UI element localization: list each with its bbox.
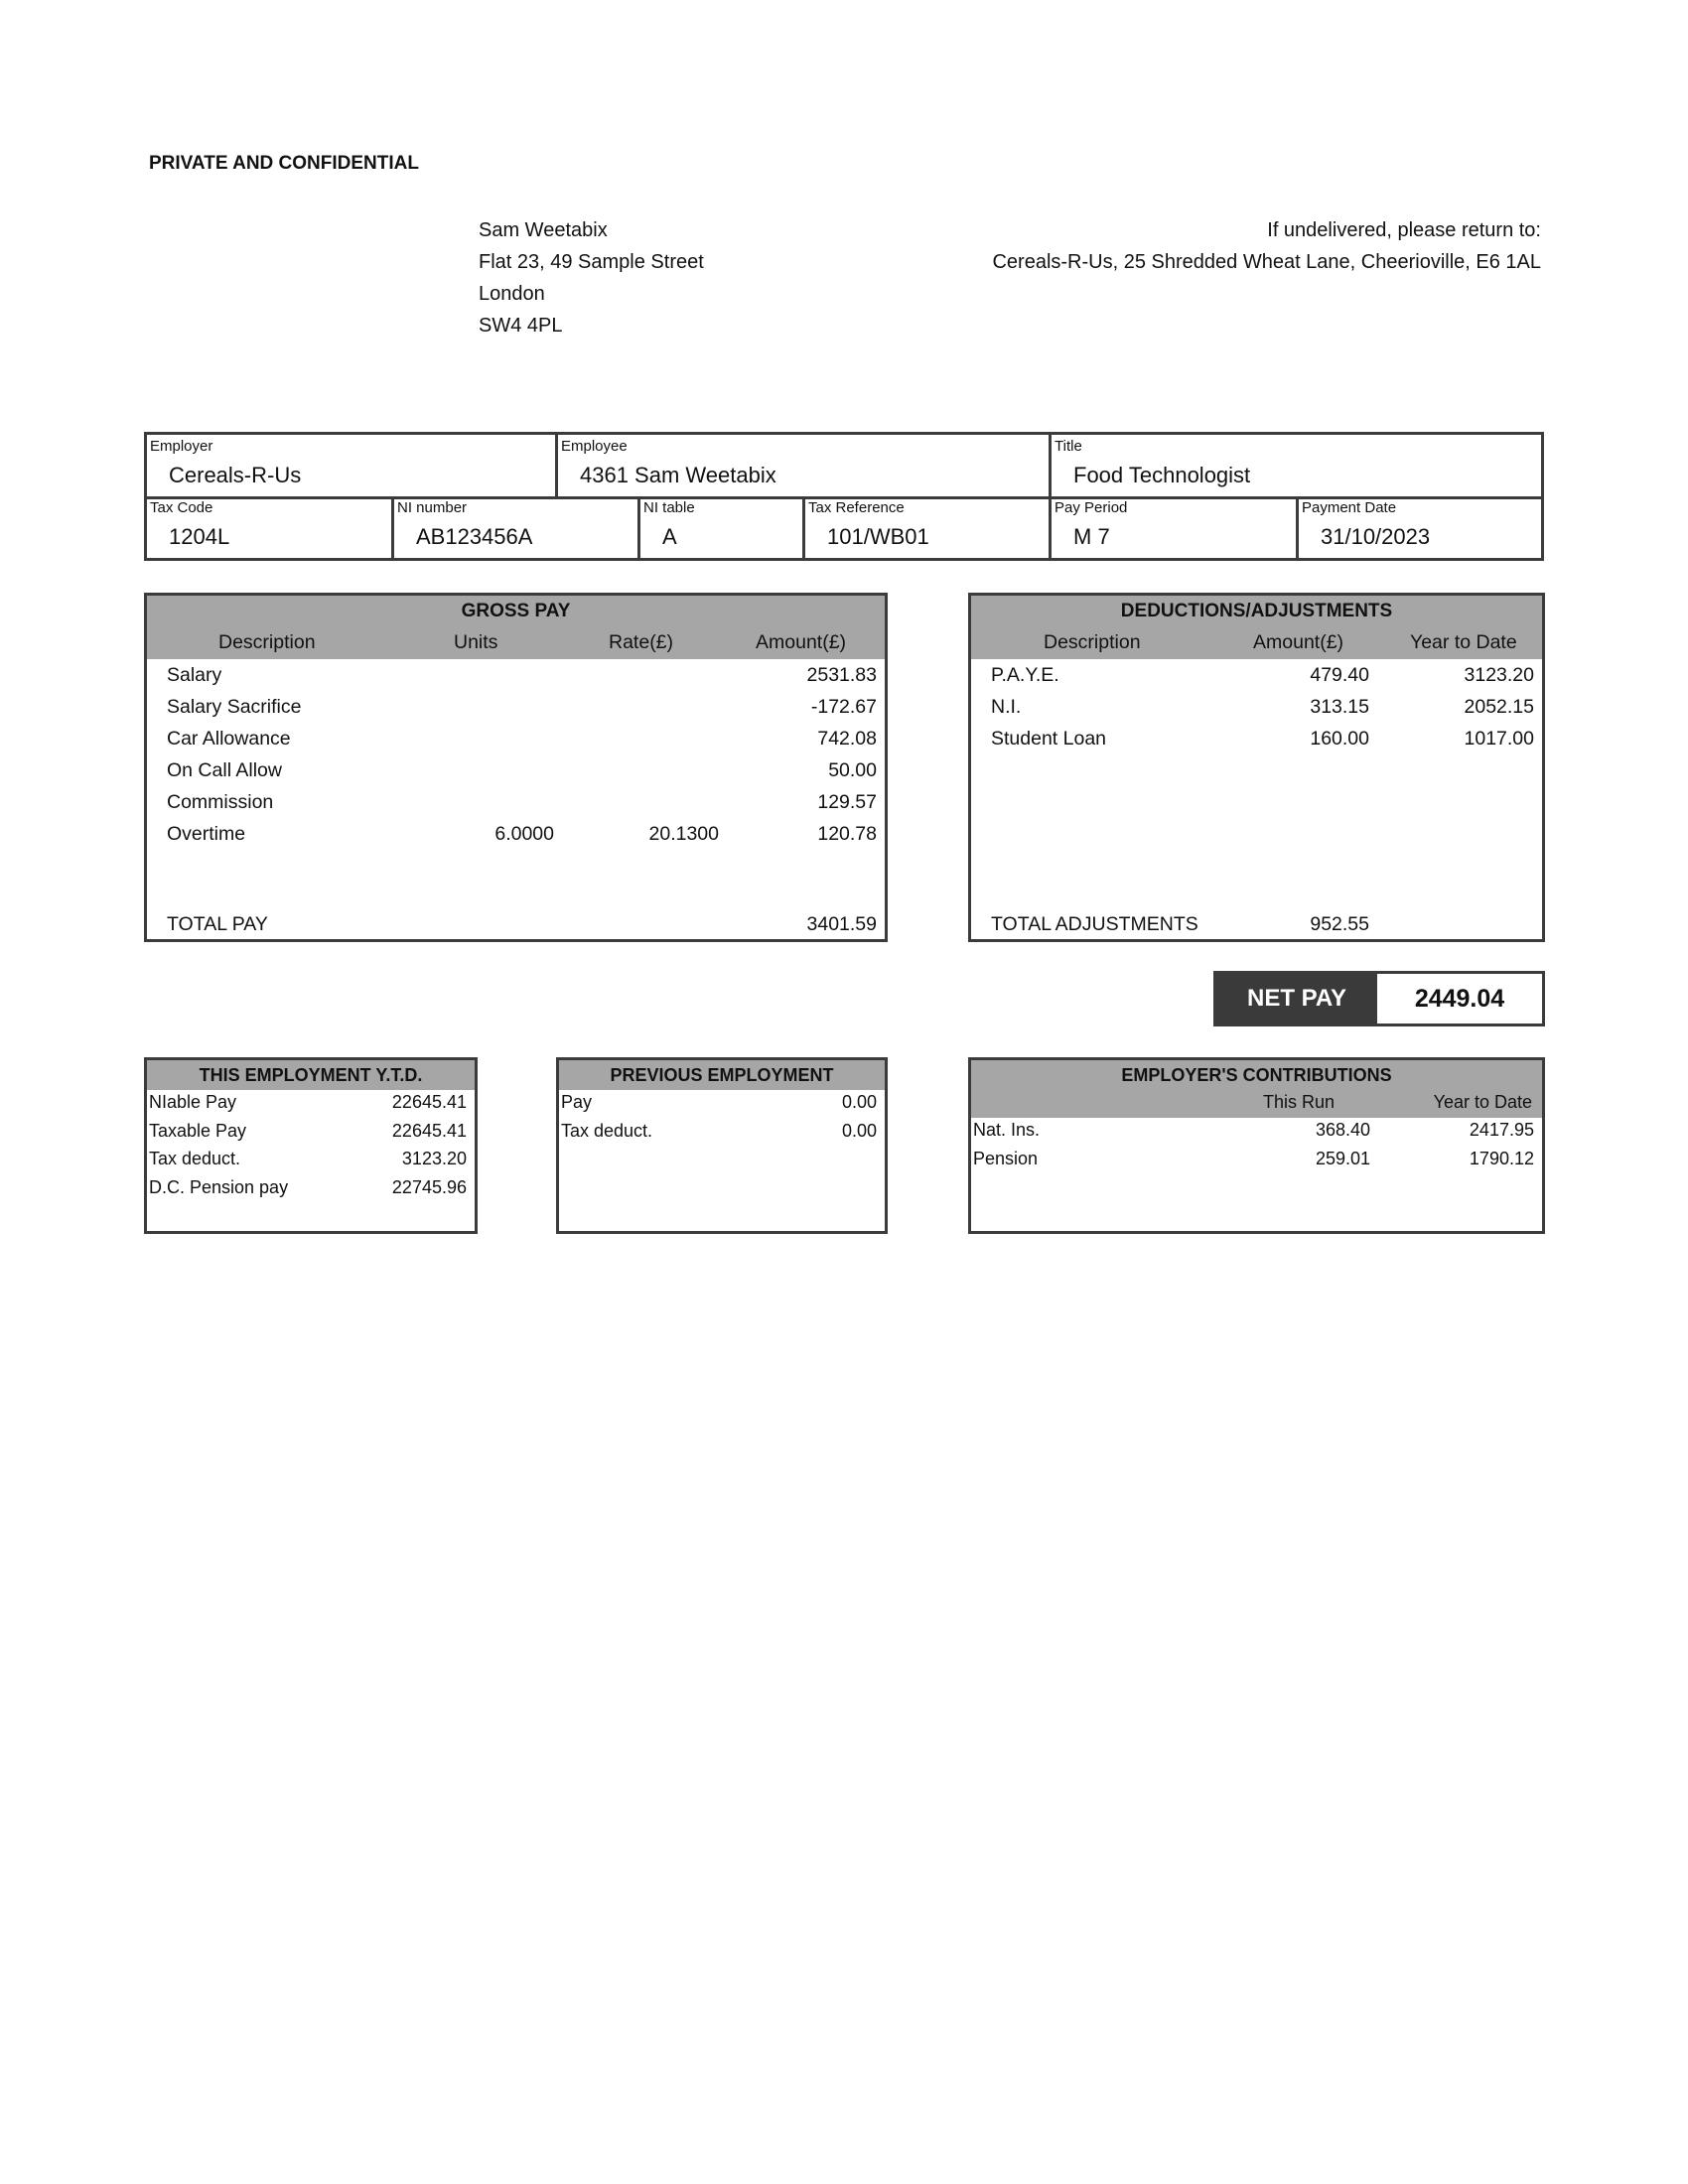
tax-code-label: Tax Code [150, 499, 213, 516]
gross-pay-row [147, 818, 885, 850]
return-address-label: If undelivered, please return to: [1267, 219, 1541, 241]
col-description: Description [1044, 631, 1141, 653]
contribution-row [971, 1118, 1542, 1147]
row-amount: 160.00 [1310, 728, 1369, 750]
recipient-street: Flat 23, 49 Sample Street [479, 251, 704, 273]
row-amount: 742.08 [817, 728, 877, 750]
gross-pay-total-row [147, 908, 885, 940]
row-rate: 20.1300 [648, 823, 719, 845]
ytd-row [147, 1119, 475, 1148]
deduction-row [971, 691, 1542, 723]
ytd-label: NIable Pay [149, 1092, 237, 1112]
gross-pay-rows [147, 659, 885, 850]
contribution-ytd: 1790.12 [1469, 1148, 1534, 1168]
employee-details-grid [144, 432, 1544, 561]
previous-value: 0.00 [841, 1120, 877, 1141]
ni-table-value: A [662, 524, 677, 549]
title-value: Food Technologist [1073, 463, 1251, 487]
tax-reference-cell [805, 496, 1052, 558]
return-address [992, 214, 1541, 278]
row-description: Salary Sacrifice [167, 696, 302, 718]
col-description: Description [218, 631, 316, 653]
contribution-ytd: 2417.95 [1469, 1120, 1534, 1140]
pay-period-label: Pay Period [1055, 499, 1128, 516]
gross-pay-box [144, 593, 888, 942]
employer-contributions-column-headers [971, 1090, 1542, 1118]
ytd-label: Taxable Pay [149, 1120, 247, 1141]
col-ytd: Year to Date [1433, 1092, 1532, 1112]
recipient-address [479, 214, 704, 341]
gross-pay-row [147, 659, 885, 691]
tax-reference-label: Tax Reference [808, 499, 905, 516]
contribution-this-run: 368.40 [1315, 1120, 1370, 1140]
total-pay-value: 3401.59 [806, 913, 877, 935]
ni-table-cell [640, 496, 805, 558]
tax-reference-value: 101/WB01 [827, 524, 929, 549]
contribution-label: Nat. Ins. [973, 1120, 1041, 1140]
ytd-value: 22645.41 [391, 1120, 467, 1141]
row-description: Overtime [167, 823, 246, 845]
title-cell [1052, 435, 1541, 496]
row-description: Car Allowance [167, 728, 291, 750]
previous-label: Tax deduct. [561, 1120, 653, 1141]
pay-period-cell [1052, 496, 1299, 558]
payment-date-cell [1299, 496, 1541, 558]
row-description: N.I. [991, 696, 1022, 718]
ytd-row [147, 1147, 475, 1175]
gross-pay-row [147, 723, 885, 754]
tax-code-cell [147, 496, 394, 558]
ni-number-cell [394, 496, 640, 558]
return-address-value: Cereals-R-Us, 25 Shredded Wheat Lane, Cheerioville, E6 1AL [992, 251, 1541, 273]
net-pay-label: NET PAY [1216, 974, 1377, 1024]
employer-contributions-box [968, 1057, 1545, 1234]
net-pay-value: 2449.04 [1414, 985, 1505, 1013]
ni-number-label: NI number [397, 499, 468, 516]
payment-date-label: Payment Date [1302, 499, 1397, 516]
tax-code-value: 1204L [169, 524, 230, 549]
deductions-rows [971, 659, 1542, 754]
employer-cell [147, 435, 558, 496]
employee-cell [558, 435, 1052, 496]
col-amount: Amount(£) [1253, 631, 1344, 653]
ni-table-label: NI table [643, 499, 695, 516]
recipient-city: London [479, 283, 545, 305]
employee-value: 4361 Sam Weetabix [580, 463, 776, 487]
gross-pay-row [147, 691, 885, 723]
col-ytd: Year to Date [1410, 631, 1517, 653]
recipient-postcode: SW4 4PL [479, 315, 563, 337]
employer-label: Employer [150, 438, 213, 455]
row-ytd: 3123.20 [1464, 664, 1534, 686]
deductions-title: DEDUCTIONS/ADJUSTMENTS [971, 596, 1542, 627]
contribution-row [971, 1147, 1542, 1175]
row-amount: 129.57 [817, 791, 877, 813]
confidential-heading: PRIVATE AND CONFIDENTIAL [149, 153, 419, 174]
previous-value: 0.00 [841, 1092, 877, 1112]
deduction-row [971, 723, 1542, 754]
total-pay-label: TOTAL PAY [167, 913, 268, 935]
previous-row [559, 1090, 885, 1119]
row-amount: 2531.83 [806, 664, 877, 686]
col-units: Units [454, 631, 498, 653]
row-description: Student Loan [991, 728, 1107, 750]
ytd-label: D.C. Pension pay [149, 1176, 289, 1197]
ytd-label: Tax deduct. [149, 1149, 241, 1168]
this-employment-title: THIS EMPLOYMENT Y.T.D. [147, 1060, 475, 1090]
row-description: Salary [167, 664, 222, 686]
previous-employment-box [556, 1057, 888, 1234]
row-amount: 313.15 [1310, 696, 1369, 718]
row-amount: 479.40 [1310, 664, 1369, 686]
row-amount: 50.00 [828, 759, 877, 781]
row-units: 6.0000 [494, 823, 554, 845]
ytd-value: 22745.96 [391, 1176, 467, 1197]
ytd-row [147, 1090, 475, 1119]
row-description: Commission [167, 791, 274, 813]
contribution-label: Pension [973, 1148, 1039, 1168]
ni-number-value: AB123456A [416, 524, 533, 549]
employer-contributions-title: EMPLOYER'S CONTRIBUTIONS [971, 1060, 1542, 1090]
col-rate: Rate(£) [609, 631, 674, 653]
title-label: Title [1055, 438, 1082, 455]
deductions-box [968, 593, 1545, 942]
col-this-run: This Run [1262, 1092, 1335, 1112]
row-amount: -172.67 [810, 696, 877, 718]
deduction-row [971, 659, 1542, 691]
gross-pay-row [147, 754, 885, 786]
payment-date-value: 31/10/2023 [1321, 524, 1431, 549]
contribution-this-run: 259.01 [1315, 1148, 1370, 1168]
total-adjustments-label: TOTAL ADJUSTMENTS [991, 913, 1198, 935]
previous-row [559, 1119, 885, 1148]
row-ytd: 1017.00 [1464, 728, 1534, 750]
recipient-name: Sam Weetabix [479, 219, 608, 241]
deductions-total-row [971, 908, 1542, 940]
previous-label: Pay [561, 1092, 593, 1112]
row-description: On Call Allow [167, 759, 282, 781]
net-pay-box [1213, 971, 1545, 1026]
row-amount: 120.78 [817, 823, 877, 845]
deductions-column-headers [971, 627, 1542, 659]
pay-period-value: M 7 [1073, 524, 1110, 549]
ytd-value: 22645.41 [391, 1092, 467, 1112]
total-adjustments-value: 952.55 [1310, 913, 1369, 935]
this-employment-box [144, 1057, 478, 1234]
gross-pay-column-headers [147, 627, 885, 659]
ytd-row [147, 1175, 475, 1204]
gross-pay-title: GROSS PAY [147, 596, 885, 627]
gross-pay-row [147, 786, 885, 818]
ytd-value: 3123.20 [401, 1149, 467, 1168]
col-amount: Amount(£) [756, 631, 847, 653]
previous-employment-title: PREVIOUS EMPLOYMENT [559, 1060, 885, 1090]
row-ytd: 2052.15 [1464, 696, 1534, 718]
employee-label: Employee [561, 438, 628, 455]
row-description: P.A.Y.E. [991, 664, 1059, 686]
employer-value: Cereals-R-Us [169, 463, 302, 487]
